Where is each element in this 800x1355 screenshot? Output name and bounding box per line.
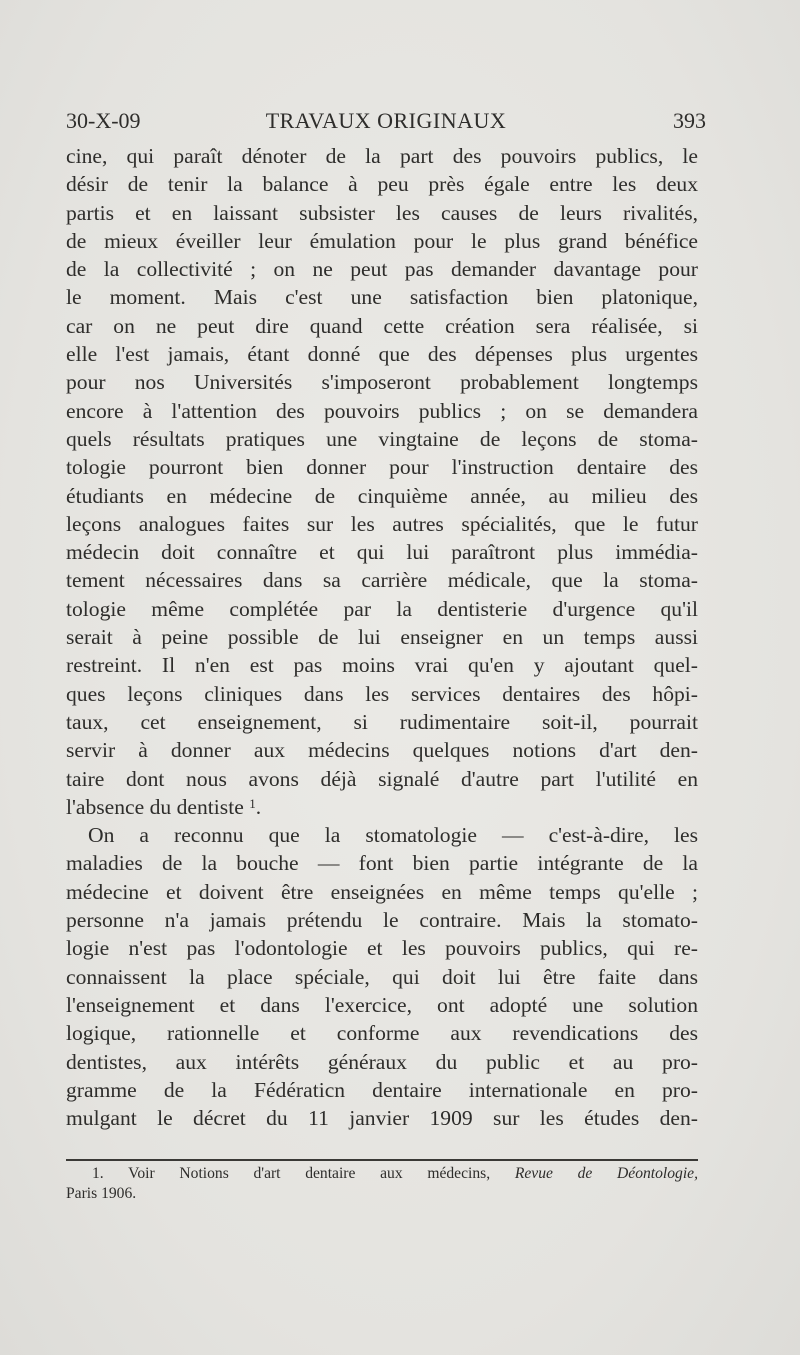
text-line: cine, qui paraît dénoter de la part des pouvoirs publics, le — [66, 144, 698, 168]
footnote-divider — [66, 1159, 698, 1161]
footnote-line — [66, 1164, 698, 1184]
text-line: dentistes, aux intérêts généraux du public et au pro- — [66, 1049, 698, 1074]
text-line: médecine et doivent être enseignées en même temps qu'elle ; — [66, 879, 698, 904]
text-line: de mieux éveiller leur émulation pour le plus grand bénéfice — [66, 228, 698, 253]
text-line: tement nécessaires dans sa carrière médicale, que la stoma- — [66, 568, 698, 593]
footnote-reference: 1 — [249, 795, 256, 811]
text-line: quels résultats pratiques une vingtaine de leçons de stoma- — [66, 426, 698, 451]
text-line: ques leçons cliniques dans les services dentaires des hôpi- — [66, 681, 698, 706]
text-line: mulgant le décret du 11 janvier 1909 sur les études den- — [66, 1106, 698, 1131]
text-line: désir de tenir la balance à peu près égale entre les deux — [66, 172, 698, 197]
text-line: connaissent la place spéciale, qui doit lui être faite dans — [66, 964, 698, 989]
text-line: leçons analogues faites sur les autres spécialités, que le futur — [66, 511, 698, 536]
footnote — [66, 1164, 698, 1204]
text-line-end: l'absence du dentiste — [66, 794, 244, 819]
text-line: restreint. Il n'en est pas moins vrai qu'en y ajoutant quel- — [66, 653, 698, 678]
text-line: gramme de la Fédératicn dentaire internationale en pro- — [66, 1077, 698, 1102]
text-line: de la collectivité ; on ne peut pas demander davantage pour — [66, 257, 698, 282]
text-line: logie n'est pas l'odontologie et les pouvoirs publics, qui re- — [66, 936, 698, 961]
text-line: car on ne peut dire quand cette création sera réalisée, si — [66, 313, 698, 338]
text-line: tologie pourront bien donner pour l'instruction dentaire des — [66, 455, 698, 480]
footnote-journal: Revue de Déontologie, — [514, 1165, 698, 1182]
running-head — [66, 106, 706, 136]
text-line: personne n'a jamais prétendu le contraire. Mais la stomato- — [66, 908, 698, 933]
body-text — [66, 142, 698, 1132]
footnote-line: Paris 1906. — [66, 1185, 137, 1202]
text-line: logique, rationnelle et conforme aux revendications des — [66, 1021, 698, 1046]
text-line: serait à peine possible de lui enseigner en un temps aussi — [66, 625, 698, 650]
footnote-text: Voir Notions d'art dentaire aux médecins, — [128, 1165, 491, 1182]
text-line: encore à l'attention des pouvoirs publics ; on se demandera — [66, 398, 698, 423]
text-line: le moment. Mais c'est une satisfaction bien platonique, — [66, 285, 698, 310]
text-line: partis et en laissant subsister les causes de leurs rivalités, — [66, 200, 698, 225]
header-date: 30-X-09 — [66, 108, 141, 133]
text-line: servir à donner aux médecins quelques notions d'art den- — [66, 738, 698, 763]
text-line: taire dont nous avons déjà signalé d'autre part l'utilité en — [66, 766, 698, 791]
text-line: étudiants en médecine de cinquième année, au milieu des — [66, 483, 698, 508]
text-line: médecin doit connaître et qui lui paraîtront plus immédia- — [66, 540, 698, 565]
text-line: taux, cet enseignement, si rudimentaire soit-il, pourrait — [66, 709, 698, 734]
page-number: 393 — [673, 108, 706, 133]
text-line: pour nos Universités s'imposeront probablement longtemps — [66, 370, 698, 395]
text-line: l'enseignement et dans l'exercice, ont adopté une solution — [66, 992, 698, 1017]
text-line: elle l'est jamais, étant donné que des dépenses plus urgentes — [66, 342, 698, 367]
text-line: maladies de la bouche — font bien partie intégrante de la — [66, 851, 698, 876]
footnote-number: 1. — [92, 1165, 104, 1182]
text-line: tologie même complétée par la dentisterie d'urgence qu'il — [66, 596, 698, 621]
text-line: On a reconnu que la stomatologie — c'est-à-dire, les — [88, 823, 698, 848]
text-line: l'absence du dentiste $^1$. — [66, 794, 262, 819]
header-title: TRAVAUX ORIGINAUX — [265, 108, 507, 133]
